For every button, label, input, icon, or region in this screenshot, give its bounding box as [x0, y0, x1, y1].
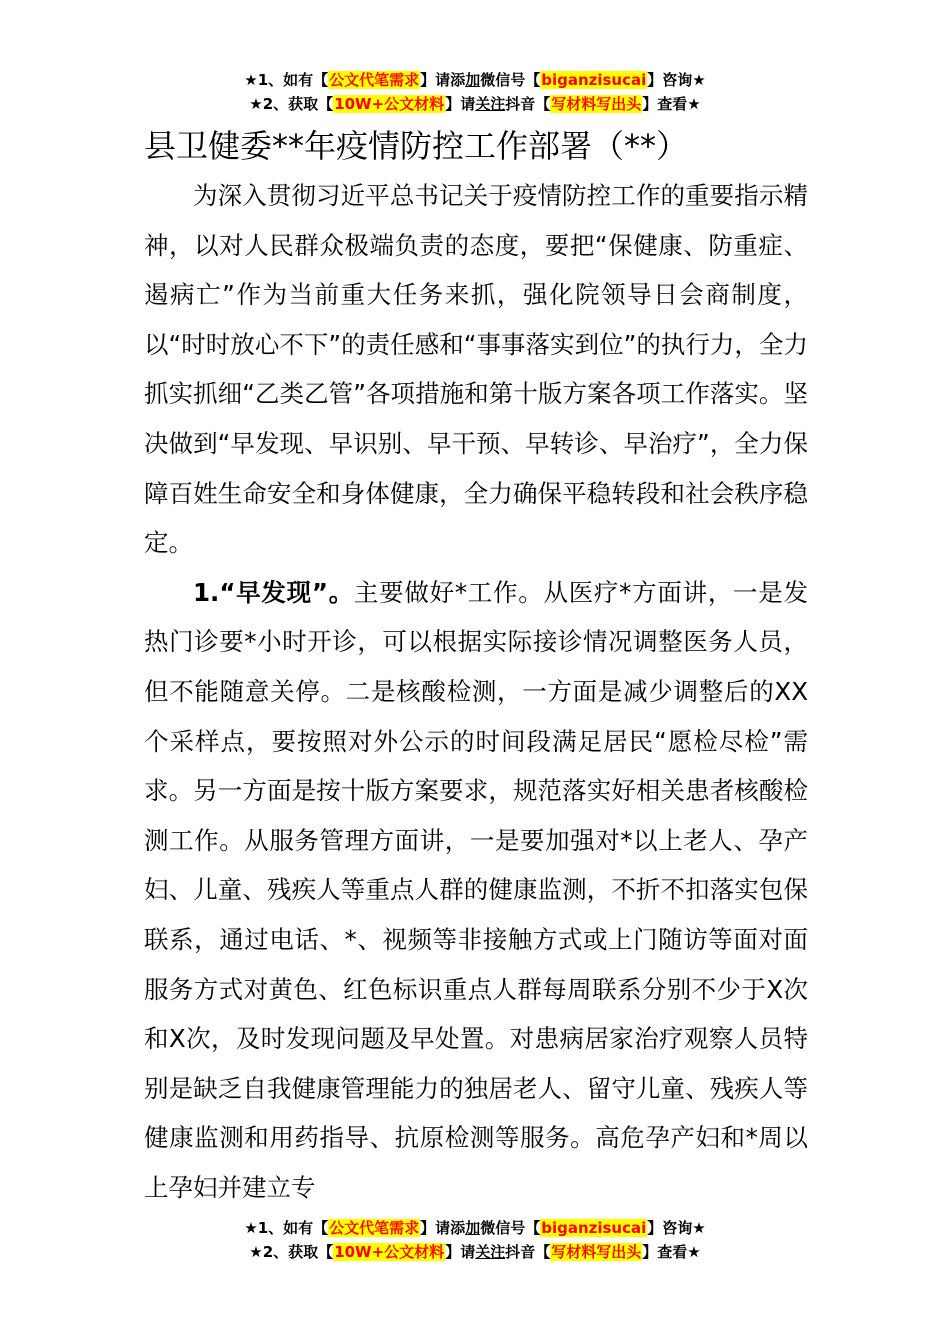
section-heading: 1.“早发现”。: [193, 577, 354, 607]
footer-banner: [0, 1216, 950, 1264]
document-body: [144, 171, 808, 1212]
body-paragraph: [144, 568, 808, 1213]
banner-text: 】请: [445, 95, 476, 113]
banner-highlight: 公文代笔需求: [329, 71, 420, 89]
banner-text: ★2、获取【: [249, 1243, 334, 1261]
body-paragraph: 为深入贯彻习近平总书记关于疫情防控工作的重要指示精神，以对人民群众极端负责的态度，要把“保健康、防重症、遏病亡”作为当前重大任务来抓，强化院领导日会商制度，以“时时放心不下”的责任感和“事事落实到位”的执行力，全力抓实抓细“乙类乙管”各项措施和第十版方案各项工作落实。坚决做到“早发现、早识别、早干预、早转诊、早治疗”，全力保障百姓生命安全和身体健康，全力确保平稳转段和社会秩序稳定。: [144, 181, 808, 558]
banner-text: 微信号【: [480, 71, 541, 89]
banner-line-2: [0, 1240, 950, 1264]
banner-text: 微信号【: [480, 1219, 541, 1237]
banner-text: 】请: [445, 1243, 476, 1261]
banner-text: 抖音【: [505, 1243, 551, 1261]
document-title: 县卫健委**年疫情防控工作部署（**）: [144, 127, 689, 165]
banner-highlight: biganzisucai: [541, 1219, 647, 1237]
banner-text: 】咨询★: [647, 71, 706, 89]
header-banner: [0, 68, 950, 116]
banner-highlight: 公文代笔需求: [329, 1219, 420, 1237]
banner-text: ★1、如有【: [244, 1219, 329, 1237]
banner-highlight: biganzisucai: [541, 71, 647, 89]
banner-line-2: [0, 92, 950, 116]
banner-highlight: 10W+公文材料: [334, 1243, 445, 1261]
banner-text: 】请添: [420, 1219, 466, 1237]
section-text: 主要做好*工作。从医疗*方面讲，一是发热门诊要*小时开诊，可以根据实际接诊情况调整医务人员，但不能随意关停。二是核酸检测，一方面是减少调整后的XX个采样点，要按照对外公示的时间段满足居民“愿检尽检”需求。另一方面是按十版方案要求，规范落实好相关患者核酸检测工作。从服务管理方面讲，一是要加强对*以上老人、孕产妇、儿童、残疾人等重点人群的健康监测，不折不扣落实包保联系，通过电话、*、视频等非接触方式或上门随访等面对面服务方式对黄色、红色标识重点人群每周联系分别不少于X次和X次，及时发现问题及早处置。对患病居家治疗观察人员特别是缺乏自我健康管理能力的独居老人、留守儿童、残疾人等健康监测和用药指导、抗原检测等服务。高危孕产妇和*周以上孕妇并建立专: [144, 577, 808, 1202]
banner-text: ★1、如有【: [244, 71, 329, 89]
banner-underlined-text: 加: [465, 1219, 481, 1237]
banner-highlight: 10W+公文材料: [334, 95, 445, 113]
banner-underlined-text: 加: [465, 71, 481, 89]
banner-text: 】查看★: [642, 1243, 701, 1261]
banner-underlined-text: 关注: [475, 95, 506, 113]
banner-line-1: [0, 1216, 950, 1240]
banner-text: ★2、获取【: [249, 95, 334, 113]
banner-highlight: 写材料写出头: [551, 95, 642, 113]
banner-line-1: [0, 68, 950, 92]
banner-text: 】咨询★: [647, 1219, 706, 1237]
banner-text: 抖音【: [505, 95, 551, 113]
banner-highlight: 写材料写出头: [551, 1243, 642, 1261]
banner-underlined-text: 关注: [475, 1243, 506, 1261]
banner-text: 】请添: [420, 71, 466, 89]
banner-text: 】查看★: [642, 95, 701, 113]
